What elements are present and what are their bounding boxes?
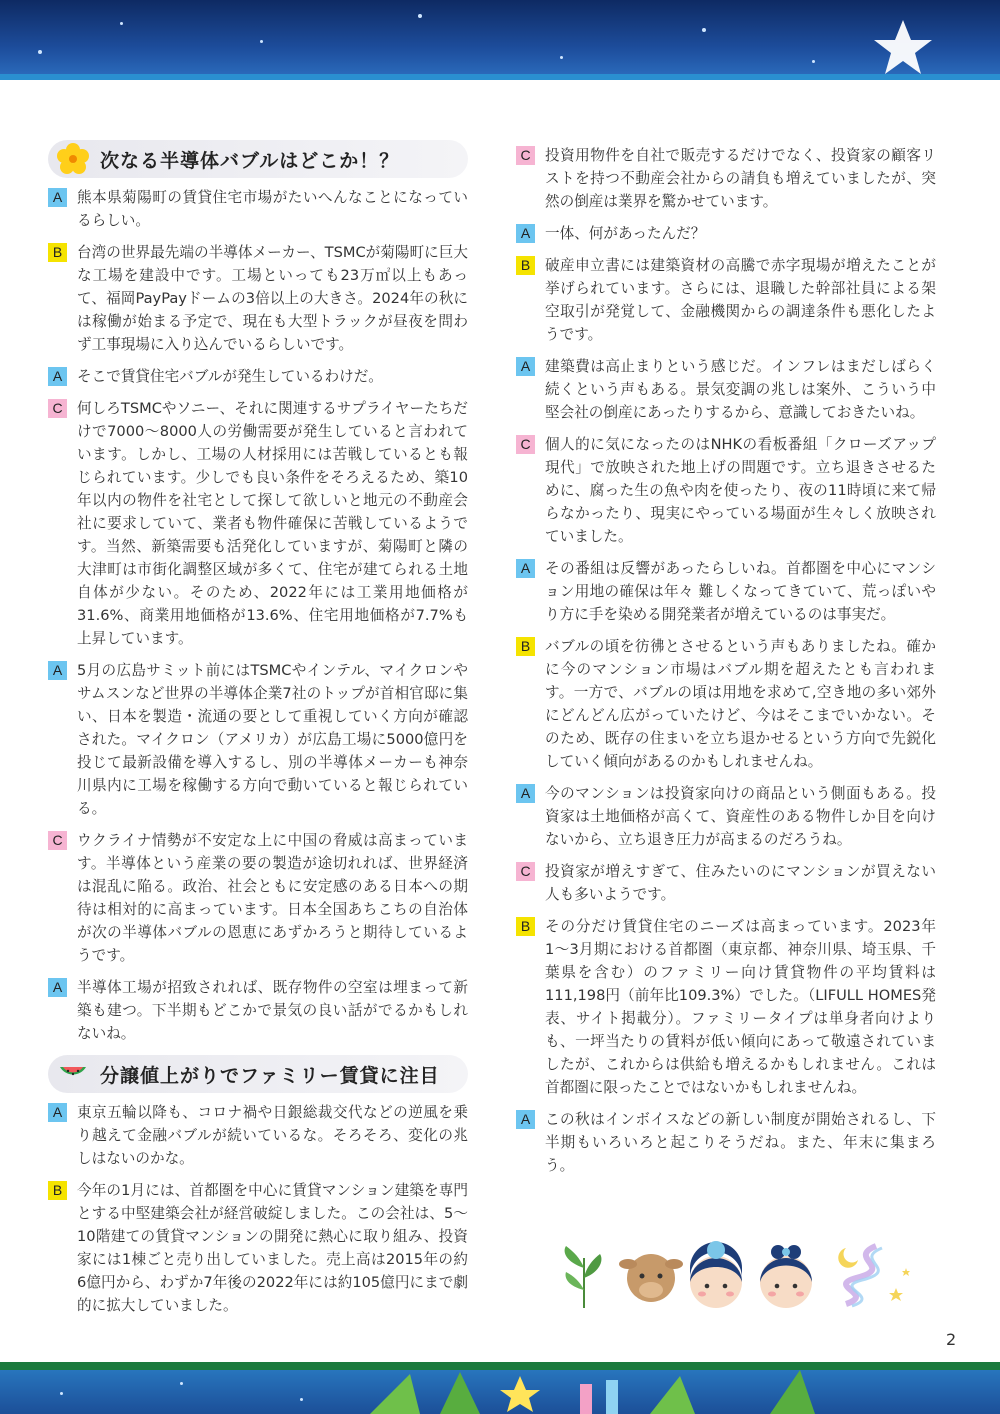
speaker-badge-a: A [48,188,67,207]
section-title: 分譲値上がりでファミリー賃貸に注目 [100,1064,440,1087]
dialogue-entry [516,254,936,346]
dialogue-text: その番組は反響があったらしいね。首都圏を中心にマンション用地の確保は年々 難しくなってきていて、荒っぽいやり方に手を染める開発業者が増えているのは事実だ。 [545,560,936,623]
dialogue-entry [516,144,936,213]
dialogue-text: 半導体工場が招致されれば、既存物件の空室は埋まって新築も建つ。下半期もどこかで景気の良い話がでるかもしれないね。 [77,979,468,1042]
dialogue-text: バブルの頃を彷彿とさせるという声もありましたね。確かに今のマンション市場はバブル期を超えたとも言われます。一方で、バブルの頃は用地を求めて,空き地の多い郊外にどんどん広がっていたけど、今はそこまでいかない。そのため、既存の住まいを立ち退かせるという方向で先鋭化していく傾向があるのかもしれませんね。 [545,638,936,770]
dialogue-list [48,186,468,1045]
dialogue-entry [48,241,468,356]
speaker-badge-c: C [516,435,535,454]
speaker-badge-a: A [516,357,535,376]
dialogue-entry [516,433,936,548]
dialogue-text: 投資家が増えすぎて、住みたいのにマンションが買えない人も多いようです。 [545,863,936,903]
dialogue-entry [48,659,468,820]
speaker-badge-b: B [48,243,67,262]
dialogue-text: 建築費は高止まりという感じだ。インフレはまだしばらく続くという声もある。景気変調の兆しは案外、こういう中堅会社の倒産にあったりするから、意識しておきたいね。 [545,358,936,421]
dialogue-entry [48,829,468,967]
section-title: 次なる半導体バブルはどこか！？ [100,149,400,172]
dialogue-text: 今年の1月には、首都圏を中心に賃貸マンション建築を専門とする中堅建築会社が経営破綻しました。この会社は、5〜10階建ての賃貸マンションの開発に熱心に取り組み、投資家には1棟ごと売り出していました。売上高は2015年の約6億円から、わずか7年後の2022年には約105億円にまで劇的に拡大していました。 [77,1182,468,1314]
dialogue-entry [48,397,468,650]
dialogue-text: 5月の広島サミット前にはTSMCやインテル、マイクロンやサムスンなど世界の半導体企業7社のトップが首相官邸に集い、日本を製造・流通の要として重視していく方向が確認された。マイクロン（アメリカ）が広島工場に5000億円を投じて最新設備を導入するし、別の半導体メーカーも神奈川県内に工場を稼働する方向で動いていると報じられている。 [77,662,468,817]
section-heading-semiconductor [48,140,468,178]
dialogue-text: 今のマンションは投資家向けの商品という側面もある。投資家は土地価格が高くて、資産性のある物件しか目を向けないから、立ち退き圧力が高まるのだろうね。 [545,785,936,848]
top-banner [0,0,1000,80]
speaker-badge-a: A [48,367,67,386]
dialogue-text: 東京五輪以降も、コロナ禍や日銀総裁交代などの逆風を乗り越えて金融バブルが続いているな。そろそろ、変化の兆しはないのかな。 [77,1104,468,1167]
dialogue-entry [516,782,936,851]
dialogue-list [48,1101,468,1317]
left-column [48,140,468,1326]
dialogue-text: 個人的に気になったのはNHKの看板番組「クローズアップ現代」で放映された地上げの問題です。立ち退きさせるために、腐った生の魚や肉を使ったり、夜の11時頃に来て帰らなかったり、現実にやっている場面が生々しく放映されていました。 [545,436,936,545]
speaker-badge-b: B [516,917,535,936]
speaker-badge-a: A [516,224,535,243]
speaker-badge-b: B [516,256,535,275]
section-heading-family-rental [48,1055,468,1093]
dialogue-text: 何しろTSMCやソニー、それに関連するサプライヤーたちだけで7000〜8000人の労働需要が発生していると言われています。しかし、工場の人材採用には苦戦しているとも報じられています。少しでも良い条件をそろえるため、築10年以内の物件を社宅として探して欲しいと地元の不動産会社に要求していて、業者も物件確保に苦戦しているようです。当然、新築需要も活発化していますが、菊陽町と隣の大津町は市街化調整区域が多くて、住宅が建てられる土地自体が少ない。そのため、2022年には工業用地価格が31.6%、商業用地価格が13.6%、住宅用地価格が7.7%も上昇しています。 [77,400,468,647]
dialogue-entry [516,915,936,1099]
star-icon [872,18,934,76]
dialogue-entry [516,355,936,424]
speaker-badge-a: A [516,1110,535,1129]
cow-icon [619,1254,683,1302]
dialogue-text: 一体、何があったんだ？ [545,225,706,242]
dialogue-text: その分だけ賃貸住宅のニーズは高まっています。2023年1〜3月期における首都圏（東京都、神奈川県、埼玉県、千葉県を含む）のファミリー向け賃貸物件の平均賃料は111,198円（前年比109.3%）でした。（LIFULL HOMES発表、サイト掲載分）。ファミリータイプは単身者向けよりも、一坪当たりの賃料が低い傾向にあって敬遠されていましたが、これからは供給も増えるかもしれません。これは首都圏に限ったことではないかもしれませんね。 [545,918,936,1096]
dialogue-list [516,144,936,1177]
dialogue-entry [48,186,468,232]
speaker-badge-c: C [516,862,535,881]
dialogue-text: 破産申立書には建築資材の高騰で赤字現場が増えたことが挙げられています。さらには、退職した幹部社員による架空取引が発覚して、金融機関からの調達条件も悪化したようです。 [545,257,936,343]
orihime-girl-icon [690,1241,742,1308]
milky-way-moon-icon [838,1246,910,1306]
speaker-badge-b: B [516,637,535,656]
dialogue-text: ウクライナ情勢が不安定な上に中国の脅威は高まっています。半導体という産業の要の製造が途切れれば、世界経済は混乱に陥る。政治、社会ともに安定感のある日本への期待は相対的に高まっています。日本全国あちこちの自治体が次の半導体バブルの恩恵にあずかろうと期待しているようです。 [77,832,468,964]
dialogue-entry [48,1179,468,1317]
bamboo-silhouette-icon [350,1370,870,1414]
bamboo-leaf-icon [565,1246,602,1308]
bottom-banner [0,1362,1000,1414]
speaker-badge-c: C [516,146,535,165]
speaker-badge-a: A [48,978,67,997]
speaker-badge-c: C [48,399,67,418]
dialogue-entry [516,635,936,773]
speaker-badge-a: A [516,784,535,803]
speaker-badge-a: A [48,661,67,680]
dialogue-entry [48,976,468,1045]
dialogue-text: 台湾の世界最先端の半導体メーカー、TSMCが菊陽町に巨大な工場を建設中です。工場といっても23万㎡以上もあって、福岡PayPayドームの3倍以上の大きさ。2024年の秋には稼働が始まる予定で、現在も大型トラックが昼夜を問わず工事現場に入り込んでいるらしいです。 [77,244,468,353]
watermelon-icon [56,1057,90,1091]
dialogue-entry [516,557,936,626]
dialogue-text: 投資用物件を自社で販売するだけでなく、投資家の顧客リストを持つ不動産会社からの請負も増えていましたが、突然の倒産は業界を驚かせています。 [545,147,936,210]
dialogue-entry [516,1108,936,1177]
dialogue-entry [48,1101,468,1170]
hikoboshi-girl-icon [760,1245,812,1308]
dialogue-entry [516,860,936,906]
speaker-badge-a: A [516,559,535,578]
speaker-badge-c: C [48,831,67,850]
dialogue-entry [516,222,936,245]
hibiscus-flower-icon [56,142,90,176]
speaker-badge-b: B [48,1181,67,1200]
dialogue-text: そこで賃貸住宅バブルが発生しているわけだ。 [77,368,383,385]
dialogue-text: 熊本県菊陽町の賃貸住宅市場がたいへんなことになっているらしい。 [77,189,468,229]
dialogue-text: この秋はインボイスなどの新しい制度が開始されるし、下半期もいろいろと起こりそうだね。また、年末に集まろう。 [545,1111,936,1174]
decorative-illustrations [556,1238,916,1310]
dialogue-entry [48,365,468,388]
right-column [516,144,936,1186]
speaker-badge-a: A [48,1103,67,1122]
page-number: 2 [946,1330,957,1349]
